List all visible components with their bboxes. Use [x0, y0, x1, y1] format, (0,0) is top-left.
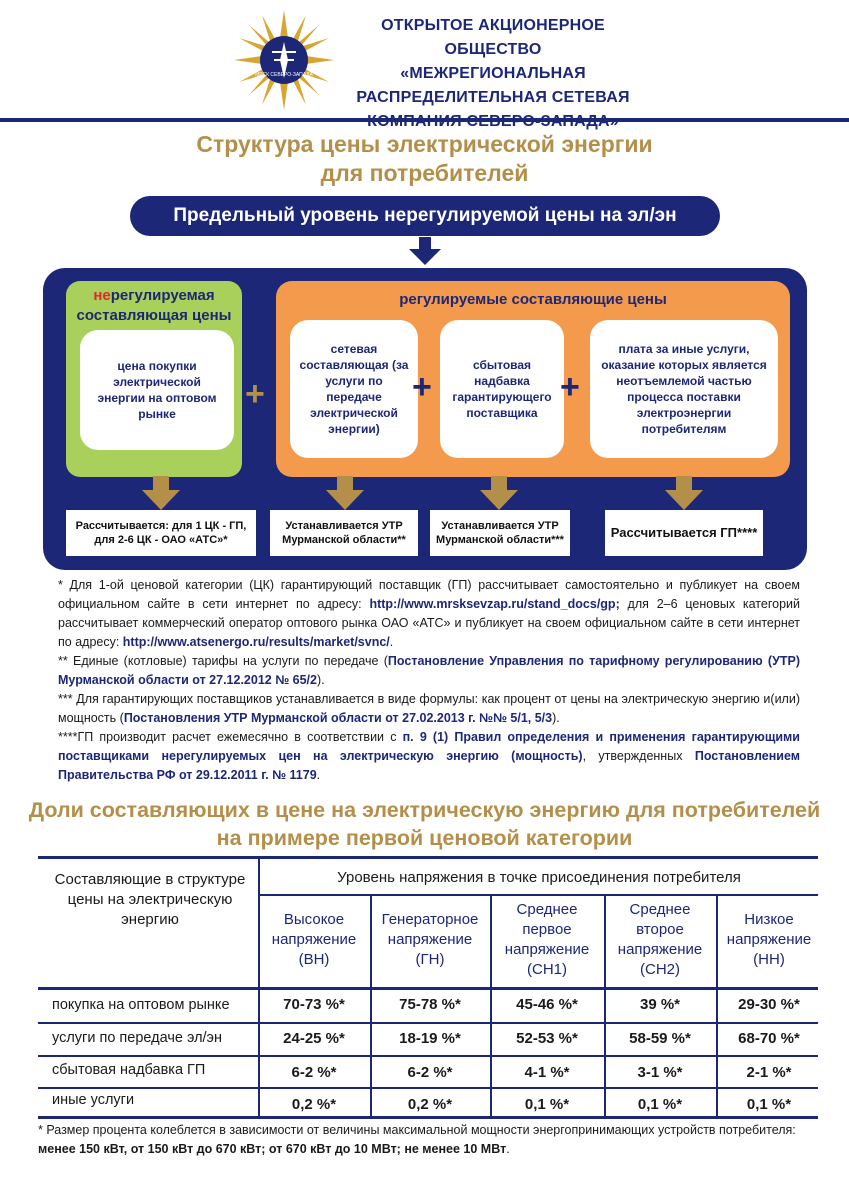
table-cell: 0,2 %* — [407, 1096, 453, 1113]
plus-icon: + — [412, 368, 432, 406]
table-border — [38, 856, 818, 859]
arrow-down-icon — [326, 476, 364, 510]
table-cell: 58-59 %* — [629, 1030, 691, 1047]
calculation-note-1: Рассчитывается: для 1 ЦК - ГП, для 2-6 ЦК - ОАО «АТС»* — [66, 510, 256, 556]
shares-title — [0, 796, 849, 852]
page-title-line-2: для потребителей — [320, 160, 529, 186]
table-cell: 2-1 %* — [746, 1064, 792, 1081]
table-cell: 0,2 %* — [291, 1096, 337, 1113]
table-border — [38, 1116, 818, 1119]
table-cell: 29-30 %* — [738, 996, 800, 1013]
shares-title-line-1: Доли составляющих в цене на электрическую энергию для потребителей — [28, 798, 821, 822]
plus-icon: + — [245, 375, 265, 413]
arrow-down-icon — [665, 476, 703, 510]
page-title-line-1: Структура цены электрической энергии — [196, 131, 653, 157]
table-cell: 75-78 %* — [399, 996, 461, 1013]
rules-reference: п. 9 (1) Правил определения и применения гарантирующими поставщиками нерегулируемых цен на электрическую энергию (мощность) — [58, 730, 800, 763]
table-cell: 68-70 %* — [738, 1030, 800, 1047]
footnote-3 — [58, 690, 800, 728]
row-label: услуги по передаче эл/эн — [52, 1030, 222, 1046]
table-row-divider — [38, 1022, 818, 1024]
table-cell: 0,1 %* — [637, 1096, 683, 1113]
table-footnote — [38, 1121, 818, 1159]
mrsksevzap-link[interactable]: http://www.mrsksevzap.ru/stand_docs/gp; — [369, 597, 620, 611]
arrow-down-icon — [480, 476, 518, 510]
title-line-2: составляющая цены — [76, 307, 232, 324]
calculation-note-3: Устанавливается УТР Мурманской области*** — [430, 510, 570, 556]
footnote-4 — [58, 728, 800, 785]
shares-title-line-2: на примере первой ценовой категории — [216, 826, 633, 850]
calculation-note-4: Рассчитывается ГП**** — [605, 510, 763, 556]
footnote-text: , утвержденных — [582, 749, 695, 763]
logo-text: МРСК СЕВЕРО-ЗАПАДА — [255, 72, 313, 78]
other-services-box: плата за иные услуги, оказание которых является неотъемлемой частью процесса поставки электроэнергии потребителям — [590, 320, 778, 458]
footnote-1 — [58, 576, 800, 652]
row-label: иные услуги — [52, 1092, 135, 1108]
atsenergo-link[interactable]: http://www.atsenergo.ru/results/market/svnc/ — [122, 635, 390, 649]
government-decree-reference: Постановлением Правительства РФ от 29.12.2011 г. № 1179 — [58, 749, 801, 782]
table-column-divider — [370, 896, 372, 1116]
table-cell: 24-25 %* — [283, 1030, 345, 1047]
company-logo-icon — [232, 8, 336, 112]
column-header-nn: Низкое напряжение (НН) — [726, 911, 812, 968]
footnote-text: . — [316, 768, 321, 782]
footnote-text: *** Для гарантирующих поставщиков устанавливается в виде формулы: как процент от цены на электрическую энергию и(или) мощность ( — [58, 692, 800, 725]
table-cell: 52-53 %* — [516, 1030, 578, 1047]
table-border — [258, 894, 818, 896]
column-header-sn1: Среднее первое напряжение (СН1) — [504, 901, 590, 978]
footnote-text: * Для 1-ой ценовой категории (ЦК) гарантирующий поставщик (ГП) рассчитывает самостоятельно и публикует на своем официальном сайте в сети интернет по адресу: — [58, 578, 800, 611]
power-ranges: менее 150 кВт, от 150 кВт до 670 кВт; от 670 кВт до 10 МВт; не менее 10 МВт — [38, 1142, 507, 1156]
footnote-text: ****ГП производит расчет ежемесячно в соответствии с — [58, 730, 403, 744]
header — [0, 0, 849, 118]
company-line-1: ОТКРЫТОЕ АКЦИОНЕРНОЕ ОБЩЕСТВО — [381, 17, 605, 58]
regulated-components-title: регулируемые составляющие цены — [399, 291, 667, 308]
table-column-divider — [716, 896, 718, 1116]
table-border — [38, 987, 818, 990]
header-divider — [0, 118, 849, 122]
table-footnote-text: * Размер процента колеблется в зависимости от величины максимальной мощности энергопринимающих устройств потребителя: — [38, 1123, 796, 1137]
table-cell: 18-19 %* — [399, 1030, 461, 1047]
column-header-sn2: Среднее второе напряжение (СН2) — [617, 901, 703, 978]
company-line-3: РАСПРЕДЕЛИТЕЛЬНАЯ СЕТЕВАЯ — [356, 89, 630, 106]
table-footnote-end: . — [506, 1142, 510, 1156]
calculation-note-2: Устанавливается УТР Мурманской области** — [270, 510, 418, 556]
utr-resolution-link: Постановление Управления по тарифному регулированию (УТР) Мурманской области от 27.12.2012 № 65/2 — [58, 654, 800, 687]
table-cell: 3-1 %* — [637, 1064, 683, 1081]
table-cell: 0,1 %* — [524, 1096, 570, 1113]
row-label: сбытовая надбавка ГП — [52, 1062, 206, 1078]
page-title — [0, 130, 849, 188]
footnote-text: . — [389, 635, 394, 649]
table-cell: 6-2 %* — [407, 1064, 453, 1081]
sales-markup-box: сбытовая надбавка гарантирующего поставщика — [440, 320, 564, 458]
table-cell: 70-73 %* — [283, 996, 345, 1013]
footnote-text: ). — [316, 673, 325, 687]
footnote-text: для 2–6 ценовых категорий рассчитывает коммерческий оператор оптового рынка ОАО «АТС» и публикует на своем официальном сайте в сети интернет по адресу: — [58, 597, 800, 649]
utr-resolution-2013-link: Постановления УТР Мурманской области от 27.02.2013 г. №№ 5/1, 5/3 — [123, 711, 553, 725]
table-cell: 6-2 %* — [291, 1064, 337, 1081]
column-header-vn: Высокое напряжение (ВН) — [271, 911, 357, 968]
table-column-divider — [604, 896, 606, 1116]
table-row-header: Составляющие в структуре цены на электрическую энергию — [54, 871, 246, 928]
column-header-gn: Генераторное напряжение (ГН) — [381, 911, 479, 968]
footnote-text: ** Единые (котловые) тарифы на услуги по передаче ( — [58, 654, 388, 668]
arrow-down-icon — [142, 476, 180, 510]
price-limit-banner: Предельный уровень нерегулируемой цены на эл/эн — [130, 196, 720, 236]
table-row-divider — [38, 1055, 818, 1057]
title-rest: регулируемая — [110, 287, 215, 304]
table-column-divider — [258, 859, 260, 1116]
voltage-level-header: Уровень напряжения в точке присоединения потребителя — [337, 869, 741, 886]
plus-icon: + — [560, 368, 580, 406]
wholesale-purchase-box: цена покупки электрической энергии на оптовом рынке — [80, 330, 234, 450]
unregulated-component-title — [66, 286, 242, 326]
table-cell: 39 %* — [639, 996, 681, 1013]
network-component-box: сетевая составляющая (за услуги по передаче электрической энергии) — [290, 320, 418, 458]
footnotes — [58, 576, 800, 785]
company-line-2: «МЕЖРЕГИОНАЛЬНАЯ — [400, 65, 586, 82]
table-cell: 45-46 %* — [516, 996, 578, 1013]
title-prefix-red: не — [93, 287, 111, 304]
table-cell: 0,1 %* — [746, 1096, 792, 1113]
footnote-2 — [58, 652, 800, 690]
footnote-text: ). — [552, 711, 560, 725]
company-name — [338, 14, 648, 134]
table-column-divider — [490, 896, 492, 1116]
arrow-down-icon — [409, 237, 441, 265]
table-row-divider — [38, 1087, 818, 1089]
table-cell: 4-1 %* — [524, 1064, 570, 1081]
row-label: покупка на оптовом рынке — [52, 997, 230, 1013]
